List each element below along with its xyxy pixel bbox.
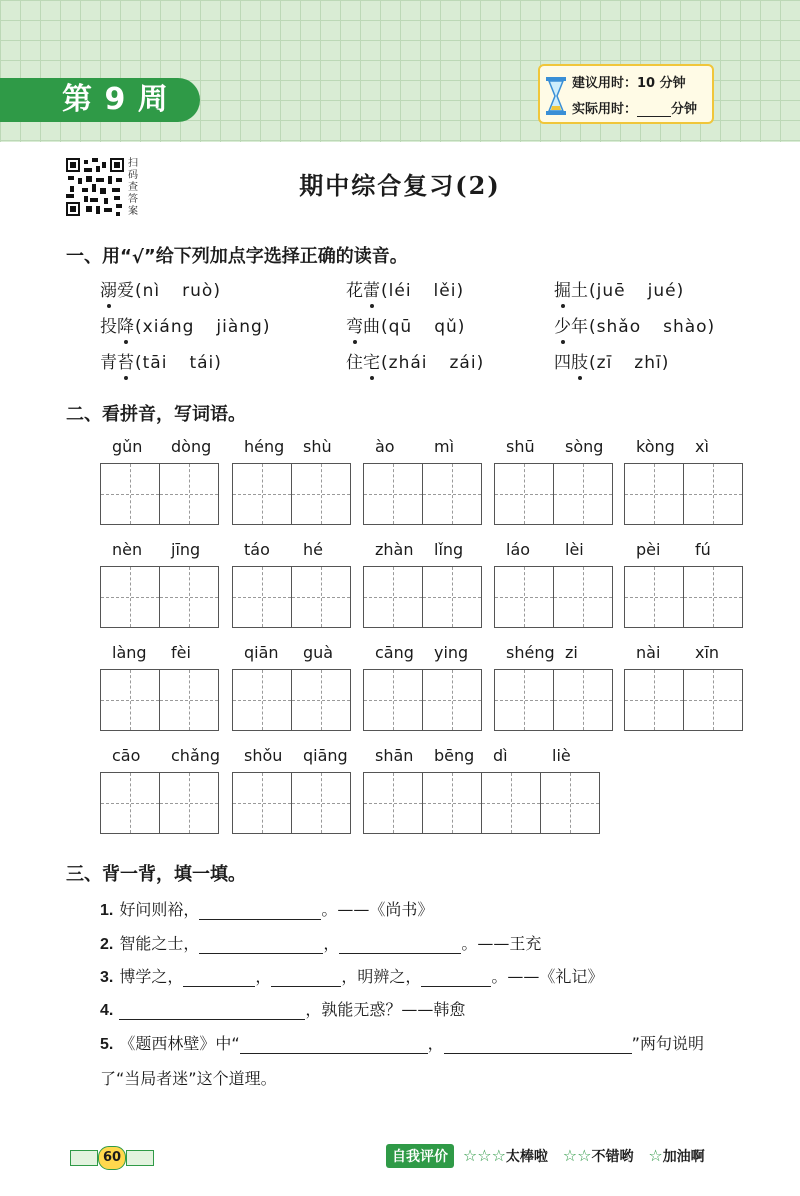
pinyin-label: gǔn	[112, 437, 143, 456]
answer-blank[interactable]	[421, 986, 491, 987]
writing-cell[interactable]	[482, 773, 541, 833]
pinyin-label: héng	[244, 437, 285, 456]
writing-cell[interactable]	[423, 567, 481, 627]
recite-item-2: 2. 智能之士， ， 。——王充	[100, 934, 542, 953]
answer-blank[interactable]	[183, 986, 255, 987]
pinyin-option[interactable]: qū	[388, 317, 413, 337]
answer-blank[interactable]	[444, 1053, 632, 1054]
pinyin-label: zi	[565, 643, 578, 662]
pinyin-label: ying	[434, 643, 469, 662]
writing-cell[interactable]	[101, 773, 160, 833]
pinyin-option[interactable]: shǎo	[596, 317, 642, 337]
pinyin-label: táo	[244, 540, 270, 559]
pinyin-label: lèi	[565, 540, 584, 559]
writing-cell[interactable]	[495, 567, 554, 627]
pinyin-label: xì	[695, 437, 709, 456]
hourglass-icon	[544, 76, 568, 116]
writing-cell[interactable]	[292, 464, 350, 524]
suggested-time: 建议用时：10 分钟	[572, 76, 686, 91]
pinyin-option[interactable]: jué	[647, 281, 677, 301]
pinyin-label: cāo	[112, 746, 141, 765]
writing-cell[interactable]	[554, 670, 612, 730]
dotted-character: 弯	[346, 312, 363, 337]
pinyin-option[interactable]: zhī	[634, 353, 662, 373]
writing-cell[interactable]	[364, 773, 423, 833]
writing-cell[interactable]	[233, 464, 292, 524]
pinyin-label: dì	[493, 746, 508, 765]
recite-item-5: 5. 《题西林壁》中“ ， ”两句说明	[100, 1034, 704, 1053]
pinyin-label: mì	[434, 437, 455, 456]
pinyin-option[interactable]: tāi	[142, 353, 168, 373]
writing-cell[interactable]	[292, 773, 350, 833]
recite-item-1: 1. 好问则裕， 。——《尚书》	[100, 900, 434, 919]
week-label: 第 9 周	[0, 78, 200, 122]
pinyin-option[interactable]: juē	[596, 281, 626, 301]
pinyin-label: shū	[506, 437, 535, 456]
pinyin-option[interactable]: qǔ	[434, 317, 458, 337]
pinyin-label: lǐng	[434, 540, 464, 559]
writing-cell[interactable]	[684, 670, 742, 730]
eval-label: 自我评价	[386, 1144, 454, 1168]
pinyin-label: bēng	[434, 746, 475, 765]
pinyin-option[interactable]: xiáng	[142, 317, 195, 337]
section2-heading: 二、看拼音，写词语。	[66, 404, 246, 425]
writing-cell[interactable]	[423, 464, 481, 524]
pinyin-option[interactable]: zhái	[388, 353, 428, 373]
dotted-character: 宅	[363, 348, 380, 373]
section1-heading: 一、用“√”给下列加点字选择正确的读音。	[66, 246, 408, 268]
pinyin-label: fèi	[171, 643, 191, 662]
writing-cell[interactable]	[292, 670, 350, 730]
writing-cell[interactable]	[160, 567, 218, 627]
pinyin-option[interactable]: lěi	[433, 281, 457, 301]
dotted-character: 肢	[571, 348, 588, 373]
recite-item-4: 4. ，孰能无惑？——韩愈	[100, 1000, 466, 1019]
pinyin-option[interactable]: zī	[596, 353, 613, 373]
writing-cell[interactable]	[625, 670, 684, 730]
reading-choice-item: 少年(shǎo shào)	[554, 312, 715, 337]
pinyin-label: shù	[303, 437, 332, 456]
writing-cell[interactable]	[160, 670, 218, 730]
actual-time-blank[interactable]	[637, 116, 671, 117]
pinyin-option[interactable]: shào	[663, 317, 708, 337]
self-evaluation: 自我评价 ☆☆☆太棒啦 ☆☆不错哟 ☆加油啊	[386, 1144, 705, 1168]
writing-cell[interactable]	[495, 464, 554, 524]
pinyin-option[interactable]: ruò	[182, 281, 214, 301]
writing-cell[interactable]	[233, 567, 292, 627]
check-icon: √	[131, 247, 144, 268]
pinyin-option[interactable]: tái	[189, 353, 215, 373]
pinyin-label: pèi	[636, 540, 661, 559]
writing-cell[interactable]	[541, 773, 599, 833]
pinyin-option[interactable]: jiàng	[216, 317, 263, 337]
writing-cell[interactable]	[423, 773, 482, 833]
writing-cell[interactable]	[554, 464, 612, 524]
writing-cell[interactable]	[554, 567, 612, 627]
qr-label: 扫码查答案	[128, 158, 138, 217]
pinyin-label: kòng	[636, 437, 675, 456]
pinyin-label: ào	[375, 437, 395, 456]
writing-cell[interactable]	[101, 567, 160, 627]
reading-choice-item: 花蕾(léi lěi)	[346, 276, 464, 301]
writing-cell[interactable]	[101, 464, 160, 524]
writing-cell[interactable]	[160, 464, 218, 524]
dotted-character: 掘	[554, 276, 571, 301]
writing-cell[interactable]	[101, 670, 160, 730]
answer-blank[interactable]	[339, 953, 461, 954]
dotted-character: 降	[117, 312, 134, 337]
answer-blank[interactable]	[119, 1019, 305, 1020]
reading-choice-item: 溺爱(nì ruò)	[100, 276, 221, 301]
recite-item-3: 3. 博学之， ， ，明辨之， 。——《礼记》	[100, 967, 604, 986]
reading-choice-item: 弯曲(qū qǔ)	[346, 312, 465, 337]
reading-choice-item: 住宅(zhái zái)	[346, 348, 484, 373]
star-icon[interactable]: ☆☆	[562, 1146, 592, 1165]
pinyin-label: shéng	[506, 643, 555, 662]
writing-cell[interactable]	[625, 567, 684, 627]
pinyin-label: cāng	[375, 643, 414, 662]
writing-cell[interactable]	[364, 567, 423, 627]
pinyin-label: shān	[375, 746, 414, 765]
reading-choice-item: 青苔(tāi tái)	[100, 348, 222, 373]
writing-cell[interactable]	[160, 773, 218, 833]
pinyin-label: dòng	[171, 437, 212, 456]
writing-cell[interactable]	[233, 670, 292, 730]
dotted-character: 少	[554, 312, 571, 337]
pinyin-label: sòng	[565, 437, 604, 456]
dotted-character: 蕾	[363, 276, 380, 301]
writing-cell[interactable]	[625, 464, 684, 524]
pinyin-label: zhàn	[375, 540, 414, 559]
writing-cell[interactable]	[495, 670, 554, 730]
pinyin-label: xīn	[695, 643, 720, 662]
pinyin-label: làng	[112, 643, 147, 662]
section3-heading: 三、背一背，填一填。	[66, 864, 246, 885]
pinyin-label: guà	[303, 643, 334, 662]
pinyin-option[interactable]: nì	[142, 281, 161, 301]
answer-blank[interactable]	[199, 953, 323, 954]
pinyin-option[interactable]: léi	[388, 281, 412, 301]
page-title: 期中综合复习(2)	[299, 171, 501, 200]
pinyin-label: chǎng	[171, 746, 221, 765]
pinyin-label: hé	[303, 540, 323, 559]
writing-cell[interactable]	[684, 567, 742, 627]
writing-cell[interactable]	[684, 464, 742, 524]
pinyin-label: láo	[506, 540, 531, 559]
time-box	[538, 64, 714, 124]
dotted-character: 苔	[117, 348, 134, 373]
pinyin-label: qiāng	[303, 746, 348, 765]
recite-item-5-cont: 了“当局者迷”这个道理。	[100, 1069, 277, 1088]
answer-blank[interactable]	[240, 1053, 428, 1054]
pinyin-label: fú	[695, 540, 711, 559]
pinyin-option[interactable]: zái	[449, 353, 477, 373]
page-number: 60	[70, 1146, 152, 1168]
star-icon[interactable]: ☆	[648, 1146, 663, 1165]
writing-cell[interactable]	[364, 464, 423, 524]
dotted-character: 溺	[100, 276, 117, 301]
writing-cell[interactable]	[233, 773, 292, 833]
writing-cell[interactable]	[292, 567, 350, 627]
reading-choice-item: 四肢(zī zhī)	[554, 348, 669, 373]
answer-blank[interactable]	[271, 986, 341, 987]
page-deco-right	[126, 1150, 154, 1166]
pinyin-label: nài	[636, 643, 661, 662]
page-deco-left	[70, 1150, 98, 1166]
reading-choice-item: 掘土(juē jué)	[554, 276, 684, 301]
pinyin-label: shǒu	[244, 746, 283, 765]
writing-cell[interactable]	[423, 670, 481, 730]
pinyin-label: liè	[552, 746, 571, 765]
pinyin-label: jīng	[171, 540, 201, 559]
star-icon[interactable]: ☆☆☆	[462, 1146, 506, 1165]
writing-cell[interactable]	[364, 670, 423, 730]
reading-choice-item: 投降(xiáng jiàng)	[100, 312, 271, 337]
pinyin-label: qiān	[244, 643, 279, 662]
answer-blank[interactable]	[199, 919, 321, 920]
pinyin-label: nèn	[112, 540, 143, 559]
actual-time: 实际用时： 分钟	[572, 102, 698, 117]
